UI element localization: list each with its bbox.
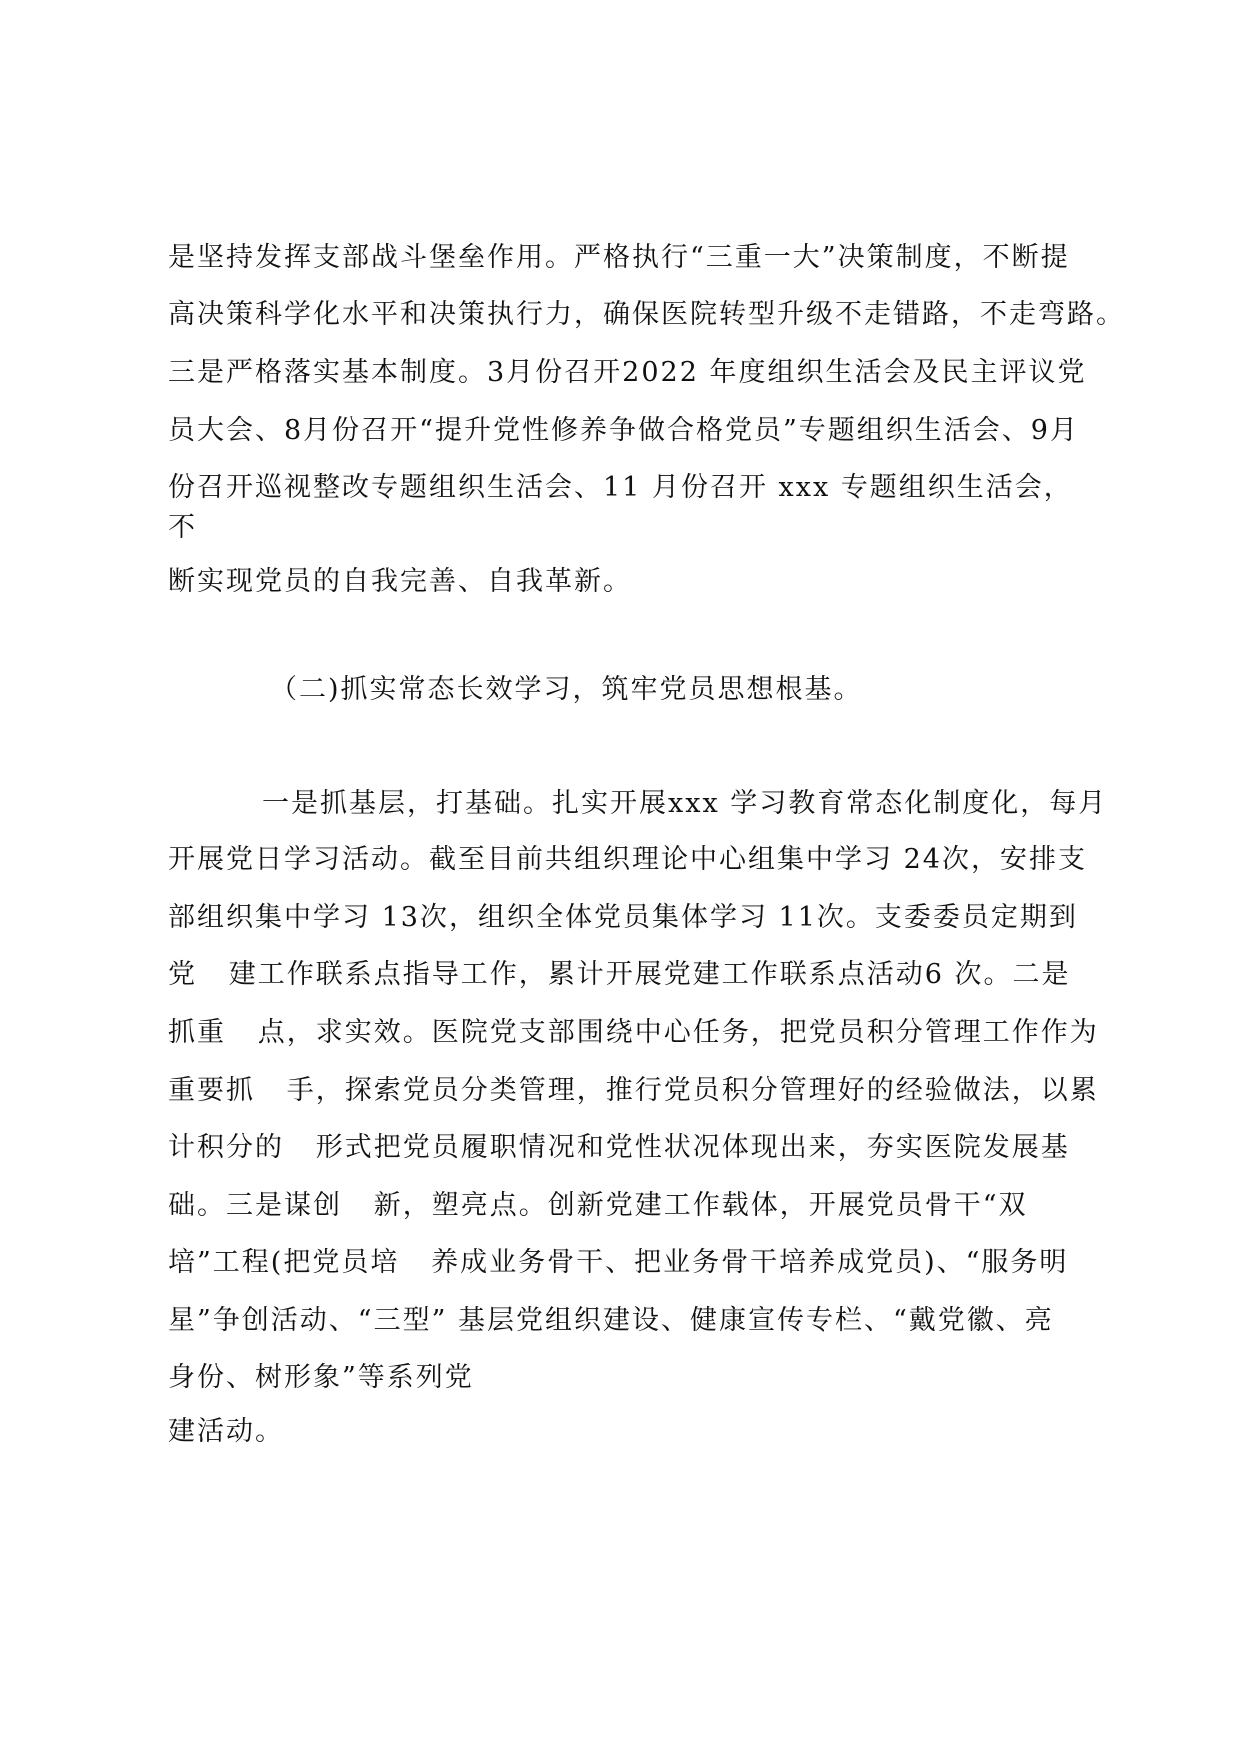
text-line: 三是严格落实基本制度。3月份召开2022 年度组织生活会及民主评议党 (168, 357, 1087, 388)
text-line: 一是抓基层，打基础。扎实开展xxx 学习教育常态化制度化，每月 (262, 788, 1108, 819)
text-line: 抓重 点，求实效。医院党支部围绕中心任务，把党员积分管理工作作为 (168, 1017, 1099, 1048)
text-line: 星”争创活动、“三型” 基层党组织建设、健康宣传专栏、“戴党徽、亮 (168, 1305, 1054, 1336)
text-line: 高决策科学化水平和决策执行力，确保医院转型升级不走错路，不走弯路。 (168, 299, 1125, 330)
text-line: 建活动。 (168, 1416, 284, 1447)
section-heading: （二)抓实常态长效学习，筑牢党员思想根基。 (270, 674, 863, 705)
text-line: 础。三是谋创 新，塑亮点。创新党建工作载体，开展党员骨干“双 (168, 1190, 1028, 1221)
text-line: 党 建工作联系点指导工作，累计开展党建工作联系点活动6 次。二是 (168, 959, 1071, 990)
text-line: 重要抓 手，探索党员分类管理，推行党员积分管理好的经验做法，以累 (168, 1075, 1099, 1106)
text-line: 断实现党员的自我完善、自我革新。 (168, 566, 632, 597)
text-line: 身份、树形象”等系列党 (168, 1362, 474, 1393)
text-line: 员大会、8月份召开“提升党性修养争做合格党员”专题组织生活会、9月 (168, 415, 1079, 446)
text-line: 开展党日学习活动。截至目前共组织理论中心组集中学习 24次，安排支 (168, 844, 1087, 875)
text-line: 计积分的 形式把党员履职情况和党性状况体现出来，夯实医院发展基 (168, 1132, 1070, 1163)
text-line: 不 (168, 512, 197, 543)
text-line: 是坚持发挥支部战斗堡垒作用。严格执行“三重一大”决策制度，不断提 (168, 242, 1070, 273)
text-line: 份召开巡视整改专题组织生活会、11 月份召开 xxx 专题组织生活会， (168, 472, 1073, 503)
text-line: 培”工程(把党员培 养成业务骨干、把业务骨干培养成党员)、“服务明 (168, 1247, 1069, 1278)
text-line: 部组织集中学习 13次，组织全体党员集体学习 11次。支委委员定期到 (168, 902, 1078, 933)
